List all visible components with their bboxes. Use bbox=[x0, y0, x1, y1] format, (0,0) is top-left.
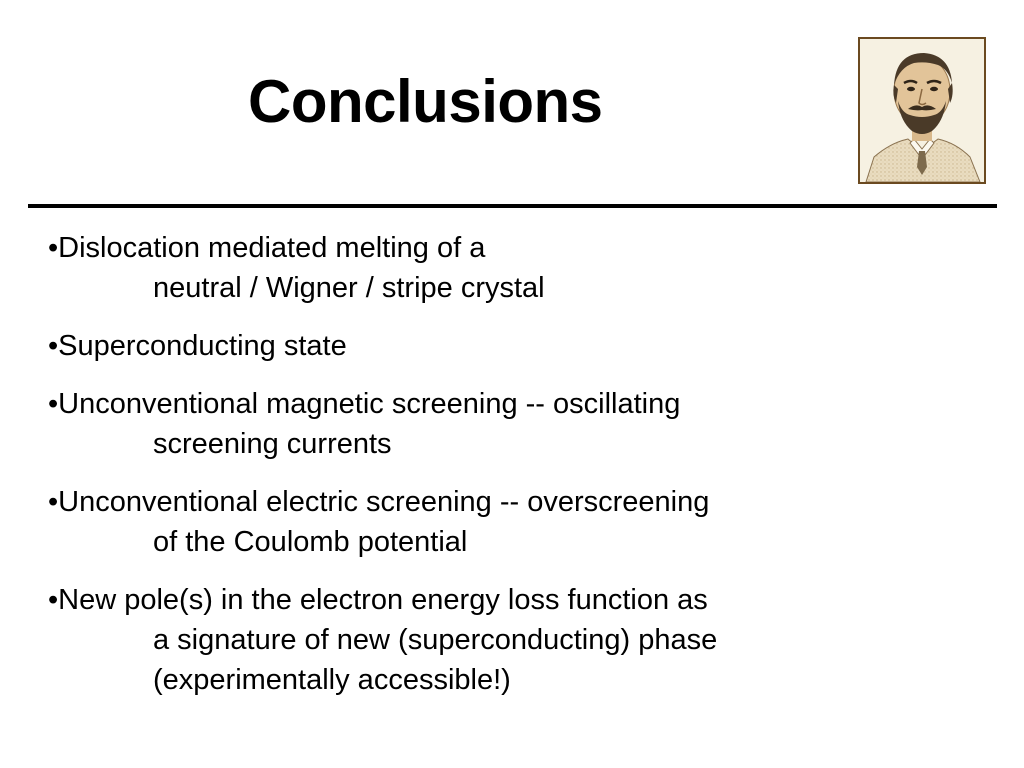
slide-title: Conclusions bbox=[248, 68, 603, 135]
bullet-line: •New pole(s) in the electron energy loss function as bbox=[48, 584, 708, 616]
bullet-line: •Superconducting state bbox=[48, 330, 347, 362]
bullet-continuation-line: a signature of new (superconducting) phase bbox=[153, 624, 718, 656]
bullet-continuation-line: screening currents bbox=[153, 428, 392, 460]
bullet-item bbox=[48, 326, 1008, 366]
bullet-item bbox=[48, 482, 1008, 562]
bullet-continuation-line: (experimentally accessible!) bbox=[153, 664, 511, 696]
portrait-image bbox=[858, 37, 986, 184]
title-divider bbox=[28, 204, 997, 208]
bullet-continuation-line: neutral / Wigner / stripe crystal bbox=[153, 272, 545, 304]
bullet-line: •Unconventional electric screening -- overscreening bbox=[48, 486, 710, 518]
bullet-line: •Unconventional magnetic screening -- oscillating bbox=[48, 388, 681, 420]
portrait-illustration bbox=[860, 39, 984, 182]
bullet-item bbox=[48, 228, 1008, 308]
bullet-line: •Dislocation mediated melting of a bbox=[48, 232, 486, 264]
bullet-list bbox=[48, 228, 1008, 718]
bullet-continuation-line: of the Coulomb potential bbox=[153, 526, 468, 558]
bullet-item bbox=[48, 384, 1008, 464]
bullet-item bbox=[48, 580, 1008, 700]
